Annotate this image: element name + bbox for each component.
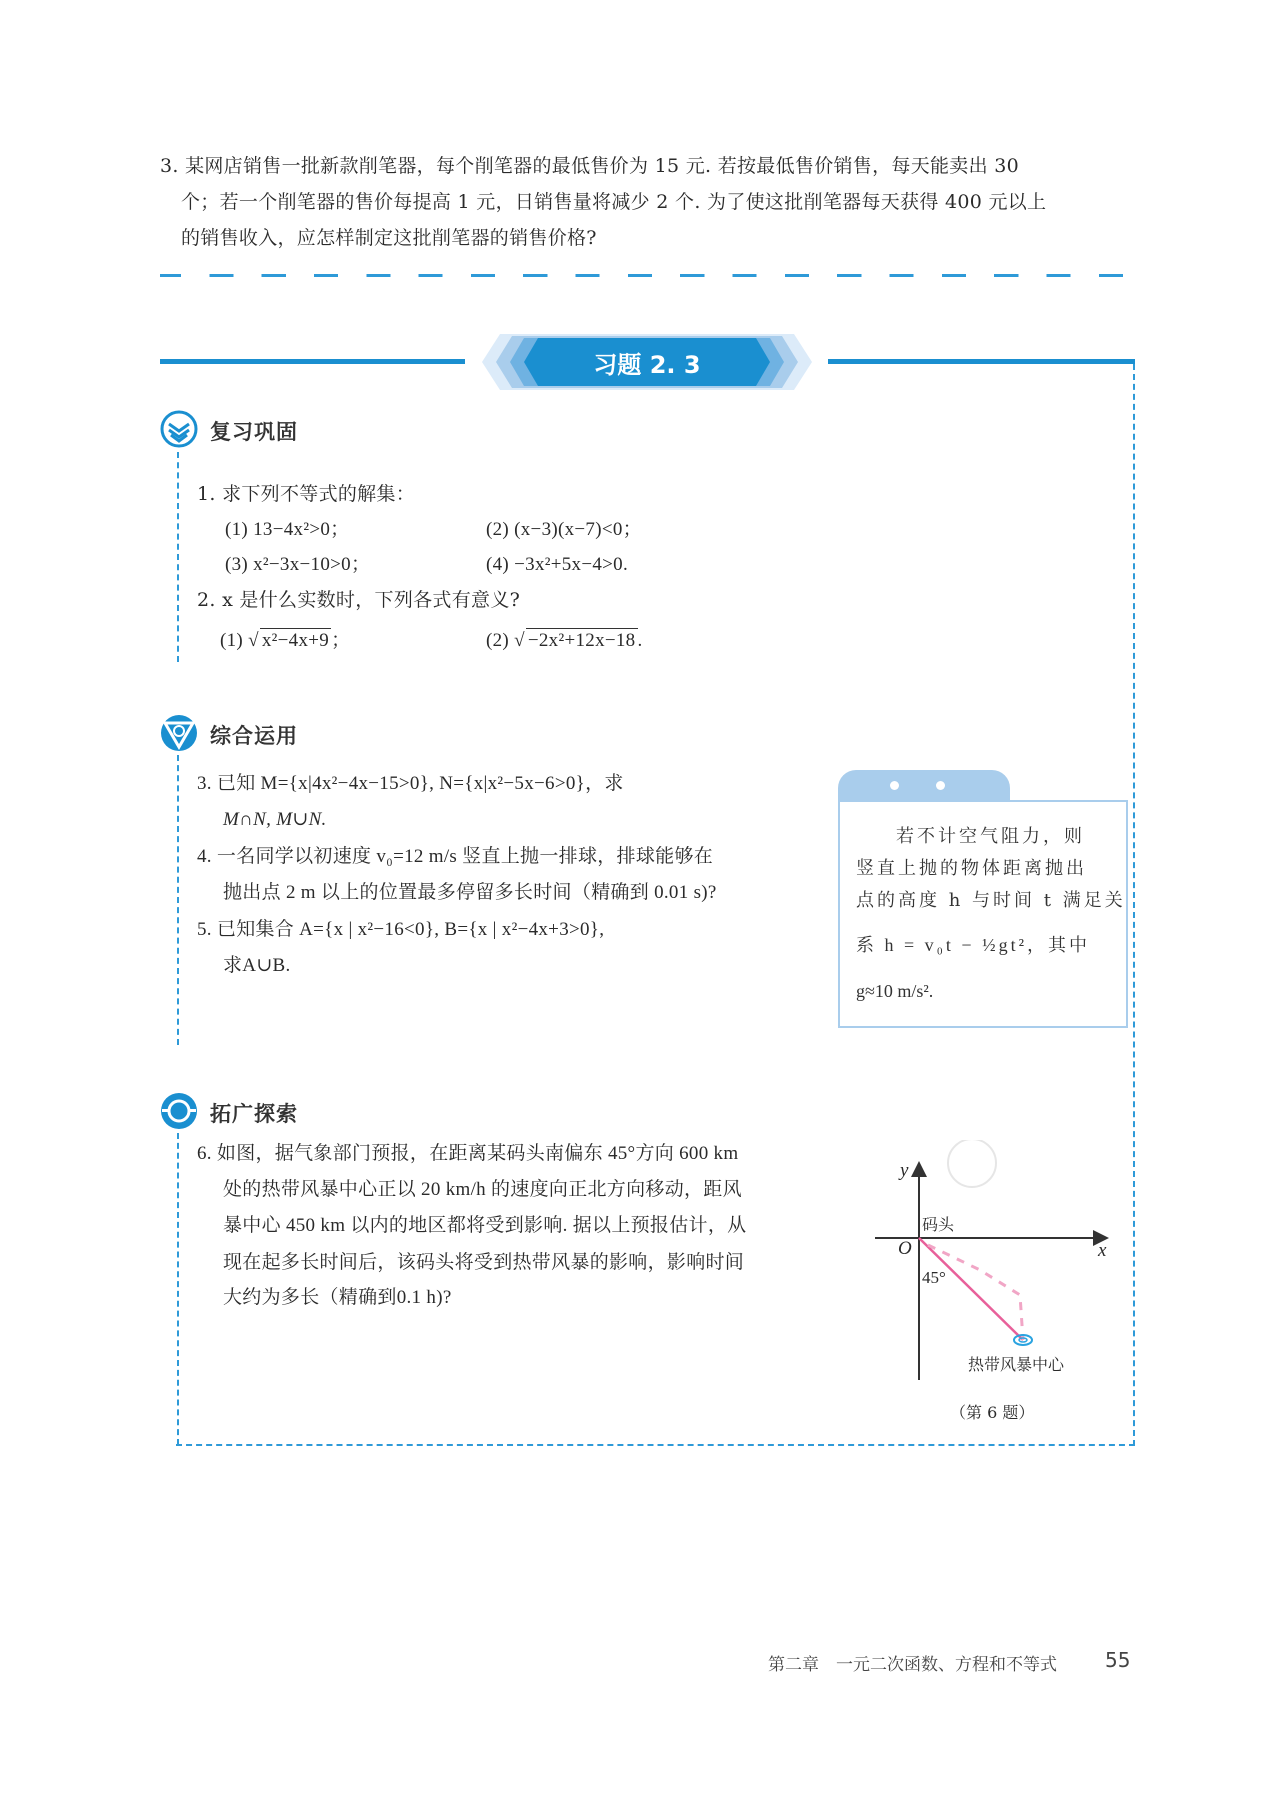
section-title-review: 复习巩固 xyxy=(210,420,298,444)
footer-chapter: 第二章 一元二次函数、方程和不等式 xyxy=(768,1655,1057,1675)
q1-part-4: (4) −3x²+5x−4>0. xyxy=(486,554,629,575)
section-review-border xyxy=(177,452,179,662)
q1-part-2: (2) (x−3)(x−7)<0； xyxy=(486,519,642,540)
q6-line-4: 现在起多长时间后，该码头将受到热带风暴的影响，影响时间 xyxy=(223,1251,745,1273)
q6-line-2: 处的热带风暴中心正以 20 km/h 的速度向正北方向移动，距风 xyxy=(223,1179,742,1200)
problem-3-line-2: 个；若一个削笔器的售价每提高 1 元，日销售量将减少 2 个. 为了使这批削笔器每天获得 400 元以上 xyxy=(181,191,1047,213)
q4-line-2: 抛出点 2 m 以上的位置最多停留多长时间（精确到 0.01 s)? xyxy=(223,882,717,903)
figure-origin-label: O xyxy=(898,1238,912,1259)
figure-caption: （第 6 题） xyxy=(950,1403,1035,1422)
q4-line-1: 4. 一名同学以初速度 v₀=12 m/s 竖直上抛一排球，排球能够在 xyxy=(197,846,714,867)
q5-line-1: 5. 已知集合 A={x | x²−16<0}, B={x | x²−4x+3>0}, xyxy=(197,919,605,940)
q6-line-3: 暴中心 450 km 以内的地区都将受到影响. 据以上预报估计，从 xyxy=(223,1215,747,1236)
note-dot xyxy=(936,781,945,790)
note-line-4: 系 h = v₀t − ½gt²，其中 xyxy=(856,935,1090,955)
q1-part-1: (1) 13−4x²>0； xyxy=(225,519,350,540)
q2-stem: 2. x 是什么实数时，下列各式有意义? xyxy=(197,589,521,611)
figure-y-label: y xyxy=(900,1160,909,1181)
sqrt-radicand: x²−4x+9 xyxy=(261,630,330,651)
q3-line-1: 3. 已知 M={x|4x²−4x−15>0}, N={x|x²−5x−6>0}，求 xyxy=(197,773,624,794)
q1-stem: 1. 求下列不等式的解集： xyxy=(197,483,416,505)
note-dot xyxy=(890,781,899,790)
page-number: 55 xyxy=(1105,1648,1131,1672)
banner-line-left xyxy=(160,359,465,364)
q2-part-2: (2) √ −2x²+12x−18 . xyxy=(486,630,643,651)
section-applied-border xyxy=(177,755,179,1045)
q6-line-1: 6. 如图，据气象部门预报，在距离某码头南偏东 45°方向 600 km xyxy=(197,1143,739,1164)
note-line-3: 点的高度 h 与时间 t 满足关 xyxy=(856,890,1126,911)
sqrt-radicand: −2x²+12x−18 xyxy=(527,630,636,651)
figure-angle-label: 45° xyxy=(922,1268,946,1287)
figure-x-label: x xyxy=(1098,1240,1107,1261)
note-box xyxy=(838,800,1128,1028)
layers-icon xyxy=(160,410,198,450)
box-right-border xyxy=(1133,364,1135,1446)
section-explore-border xyxy=(177,1133,179,1445)
note-line-2: 竖直上抛的物体距离抛出 xyxy=(856,858,1087,879)
problem-3-line-1: 3. 某网店销售一批新款削笔器，每个削笔器的最低售价为 15 元. 若按最低售价销售，每天能卖出 30 xyxy=(160,155,1020,177)
note-line-5: g≈10 m/s². xyxy=(856,981,934,1001)
note-tab xyxy=(838,770,1010,802)
figure-storm-label: 热带风暴中心 xyxy=(968,1355,1065,1374)
q3-line-2: M∩N, M∪N. xyxy=(223,809,327,830)
q5-line-2: 求A∪B. xyxy=(223,955,291,976)
banner-title: 习题 2. 3 xyxy=(593,351,701,379)
figure-dock-label: 码头 xyxy=(922,1215,955,1234)
problem-3-line-3: 的销售收入，应怎样制定这批削笔器的销售价格? xyxy=(181,227,597,249)
banner-line-right xyxy=(828,359,1135,364)
triangle-circle-icon xyxy=(160,713,198,753)
section-title-explore: 拓广探索 xyxy=(210,1102,298,1126)
rotate-circle-icon xyxy=(160,1091,198,1131)
box-bottom-border xyxy=(176,1444,1135,1446)
q2-part-1: (1) √ x²−4x+9 ； xyxy=(220,630,351,651)
note-line-1: 若不计空气阻力，则 xyxy=(896,826,1085,847)
q1-part-3: (3) x²−3x−10>0； xyxy=(225,554,371,575)
section-separator xyxy=(160,274,1135,277)
q6-line-5: 大约为多长（精确到0.1 h)? xyxy=(223,1287,452,1308)
section-title-applied: 综合运用 xyxy=(210,724,298,748)
